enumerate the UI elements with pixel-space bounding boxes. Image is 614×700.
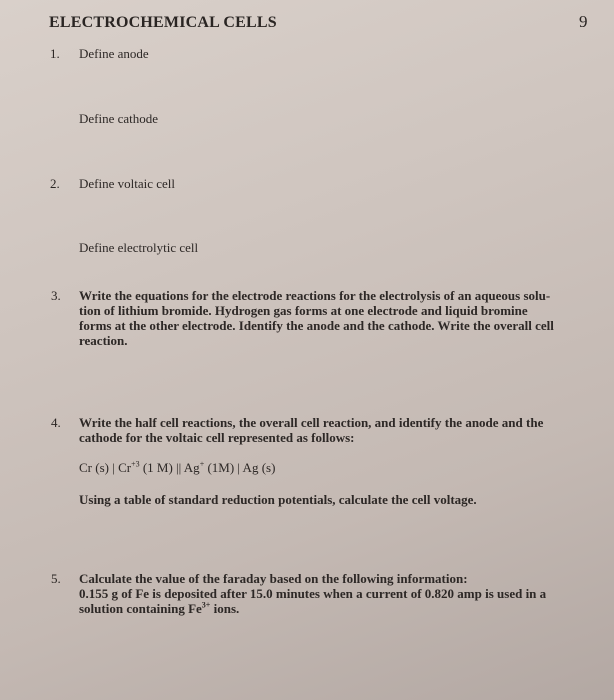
question-5-line-1: Calculate the value of the faraday based on the following information: bbox=[79, 571, 468, 586]
question-5-line-2: 0.155 g of Fe is deposited after 15.0 minutes when a current of 0.820 amp is used in a bbox=[79, 586, 547, 601]
question-5-line-3-end: ions. bbox=[210, 601, 240, 616]
question-4-line-1: Write the half cell reactions, the overall cell reaction, and identify the anode and the bbox=[79, 415, 544, 430]
question-3-line-4: reaction. bbox=[79, 333, 128, 348]
question-2-text: Define voltaic cell bbox=[79, 176, 176, 191]
cell-notation-charge-1: +3 bbox=[131, 459, 140, 469]
question-4-instruction: Using a table of standard reduction potentials, calculate the cell voltage. bbox=[79, 492, 477, 507]
question-1-number: 1. bbox=[50, 46, 60, 61]
question-3-line-3: forms at the other electrode. Identify the anode and the cathode. Write the overall cell bbox=[79, 318, 554, 333]
cell-notation-part-3: (1M) | Ag (s) bbox=[204, 460, 276, 475]
question-3-line-2: tion of lithium bromide. Hydrogen gas forms at one electrode and liquid bromine bbox=[79, 303, 528, 318]
question-2-number: 2. bbox=[50, 176, 60, 191]
question-5-number: 5. bbox=[51, 571, 61, 586]
question-1-subpart: Define cathode bbox=[79, 111, 159, 126]
cell-notation bbox=[79, 460, 275, 475]
question-1-text: Define anode bbox=[79, 46, 149, 61]
question-3-number: 3. bbox=[51, 288, 61, 303]
cell-notation-part-1: Cr (s) | Cr bbox=[79, 460, 132, 475]
question-4-number: 4. bbox=[51, 415, 61, 430]
question-5-line-3 bbox=[79, 601, 239, 616]
page-number: 9 bbox=[579, 12, 588, 31]
cell-notation-charge-2: + bbox=[199, 459, 205, 469]
question-5-line-3-text: solution containing Fe bbox=[79, 601, 202, 616]
page-title: ELECTROCHEMICAL CELLS bbox=[49, 14, 277, 31]
question-4-line-2: cathode for the voltaic cell represented as follows: bbox=[79, 430, 355, 445]
question-2-subpart: Define electrolytic cell bbox=[79, 240, 199, 255]
question-5-ion-charge: 3+ bbox=[201, 600, 211, 610]
cell-notation-part-2: (1 M) || Ag bbox=[139, 460, 200, 475]
question-3-line-1: Write the equations for the electrode reactions for the electrolysis of an aqueous solu- bbox=[79, 288, 551, 303]
